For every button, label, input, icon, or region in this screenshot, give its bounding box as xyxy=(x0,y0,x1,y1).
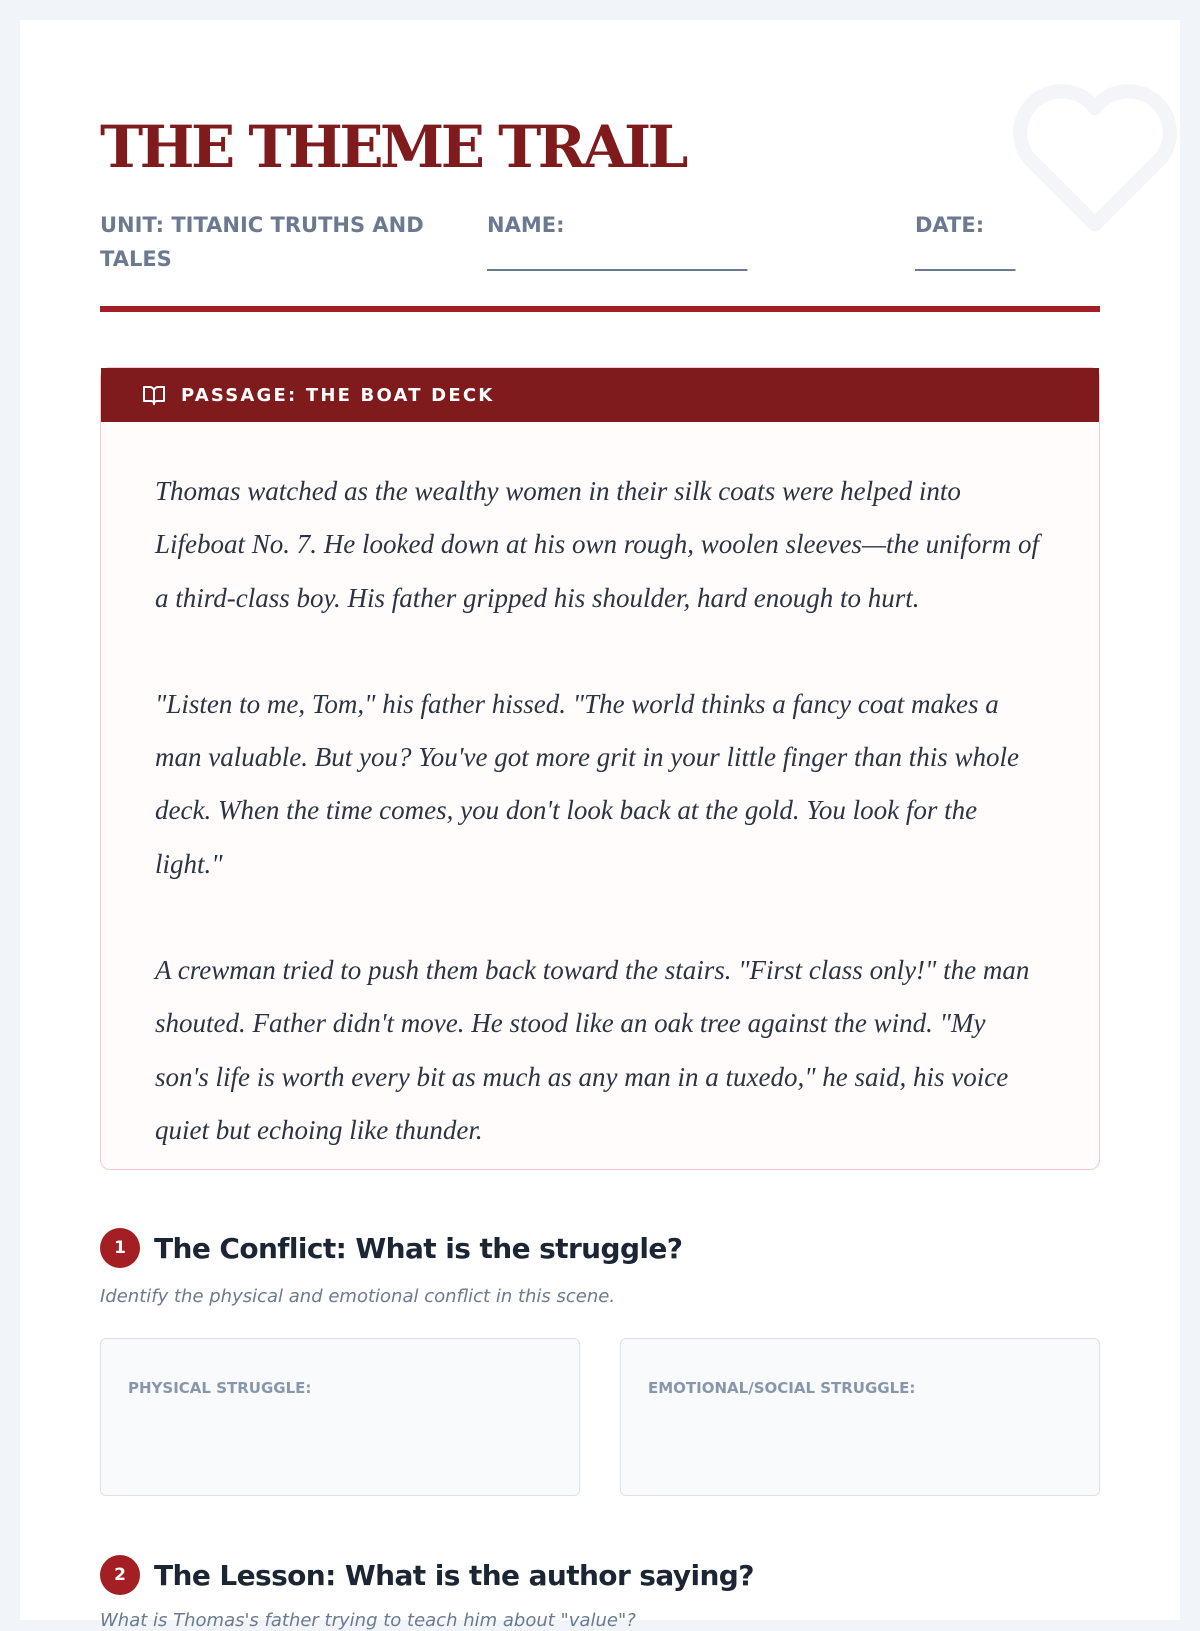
section-title: The Lesson: What is the author saying? xyxy=(154,1558,754,1592)
passage-paragraph: "Listen to me, Tom," his father hissed. "The world thinks a fancy coat makes a man valuable. But you? You've got more grit in your little finger than this whole deck. When the time comes, you don't look back at the gold. You look for the light." xyxy=(155,688,1019,879)
section-number-badge: 1 xyxy=(100,1228,140,1268)
physical-struggle-box[interactable] xyxy=(100,1338,580,1496)
passage-paragraph: A crewman tried to push them back toward the stairs. "First class only!" the man shouted. Father didn't move. He stood like an oak tree against the wind. "My son's life is worth every bit as much as any man in a tuxedo," he said, his voice quiet but echoing like thunder. xyxy=(155,955,1030,1145)
passage-text xyxy=(101,422,1099,1157)
physical-struggle-label: PHYSICAL STRUGGLE: xyxy=(128,1379,312,1397)
worksheet-page xyxy=(20,20,1180,1631)
section-description: Identify the physical and emotional conflict in this scene. xyxy=(100,1286,616,1307)
name-label: NAME: xyxy=(487,213,565,237)
passage-label: PASSAGE: THE BOAT DECK xyxy=(181,384,495,406)
section-title: The Conflict: What is the struggle? xyxy=(154,1231,683,1265)
section-description: What is Thomas's father trying to teach him about "value"? xyxy=(100,1610,636,1631)
name-blank-line[interactable]: __________________________ xyxy=(487,247,747,271)
passage-header xyxy=(101,368,1099,422)
passage-card xyxy=(100,367,1100,1170)
passage-paragraph: Thomas watched as the wealthy women in their silk coats were helped into Lifeboat No. 7. He looked down at his own rough, woolen sleeves—the uniform of a third-class boy. His father gripped his shoulder, hard enough to hurt. xyxy=(155,476,1039,613)
header-divider xyxy=(100,306,1100,312)
section-lesson-heading xyxy=(100,1555,754,1595)
date-field[interactable] xyxy=(915,208,1075,276)
section-number-badge: 2 xyxy=(100,1555,140,1595)
unit-label: UNIT: TITANIC TRUTHS AND TALES xyxy=(100,213,424,271)
book-open-icon xyxy=(141,383,167,407)
date-blank-line[interactable]: __________ xyxy=(915,247,1015,271)
emotional-struggle-label: EMOTIONAL/SOCIAL STRUGGLE: xyxy=(648,1379,916,1397)
worksheet-title: THE THEME TRAIL xyxy=(100,113,685,181)
emotional-struggle-box[interactable] xyxy=(620,1338,1100,1496)
date-label: DATE: xyxy=(915,213,985,237)
name-field[interactable] xyxy=(487,208,847,276)
section-conflict-heading xyxy=(100,1228,682,1268)
